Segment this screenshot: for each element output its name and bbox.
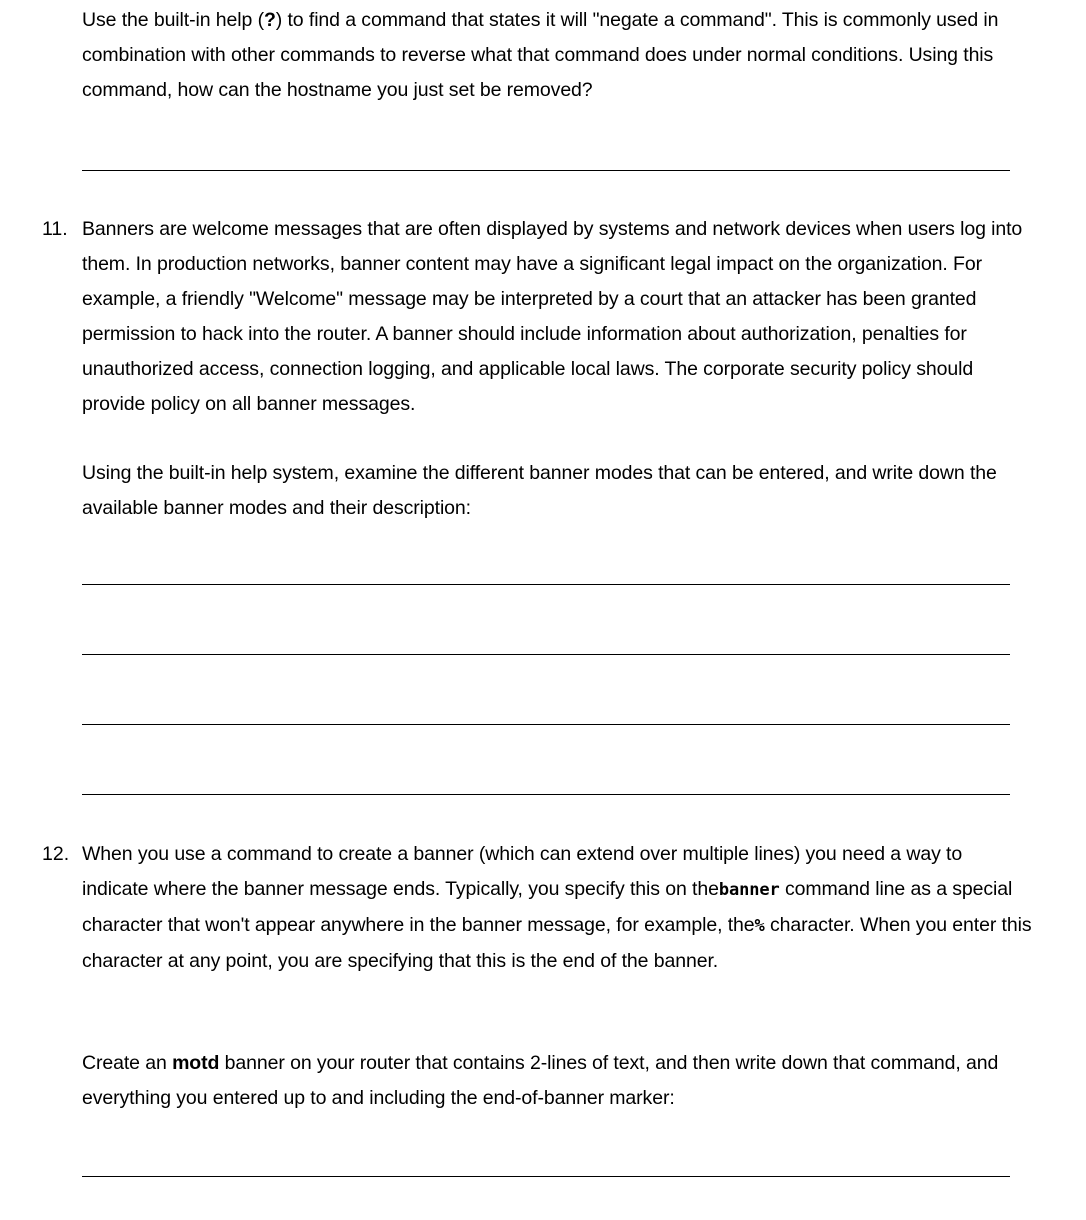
q12-instruction-part1: Create an <box>82 1052 173 1074</box>
q12-text-part1: When you use a command to create a banner (which can extend over multiple lines) you need a way to indicate where the banner message ends. Typically, you specify this on the <box>82 843 963 900</box>
q12-text-part3: character. When you enter this character at any point, you are specifying that this is the end of the banner. <box>82 914 1032 972</box>
answer-line-q12[interactable] <box>82 1176 1010 1177</box>
answer-line-q11-1[interactable] <box>82 584 1010 585</box>
q11-instruction: Using the built-in help system, examine the different banner modes that can be entered, and write down the available banner modes and their description: <box>82 462 997 519</box>
q10-text-part2: ) to find a command that states it will "negate a command". This is commonly used in combination with other commands to reverse what that command does under normal conditions. Using this command, how can the hostname you just set be removed? <box>82 9 999 101</box>
q12-instruction-part2: banner on your router that contains 2-lines of text, and then write down that command, and everything you entered up to and including the end-of-banner marker: <box>82 1052 999 1109</box>
help-symbol: ? <box>263 9 276 31</box>
banner-keyword: banner <box>718 880 780 900</box>
q10-text-part1: Use the built-in help ( <box>82 9 264 31</box>
answer-line-q11-3[interactable] <box>82 724 1010 725</box>
q12-number: 12. <box>42 843 70 865</box>
q12-text <box>82 837 1032 979</box>
percent-char: % <box>754 916 765 936</box>
motd-keyword: motd <box>172 1052 220 1074</box>
q12-instruction <box>82 1046 1032 1116</box>
answer-line-q11-4[interactable] <box>82 794 1010 795</box>
answer-line-q11-2[interactable] <box>82 654 1010 655</box>
answer-line-q10[interactable] <box>82 170 1010 171</box>
q10-text <box>82 3 1032 108</box>
q12-text-part2: command line as a special character that won't appear anywhere in the banner message, for example, the <box>82 878 1013 936</box>
q11-text: Banners are welcome messages that are often displayed by systems and network devices when users log into them. In production networks, banner content may have a significant legal impact on the organization. For example, a friendly "Welcome" message may be interpreted by a court that an attacker has been granted permission to hack into the router. A banner should include information about authorization, penalties for unauthorized access, connection logging, and applicable local laws. The corporate security policy should provide policy on all banner messages. <box>82 218 1023 415</box>
q11-number: 11. <box>42 218 68 240</box>
